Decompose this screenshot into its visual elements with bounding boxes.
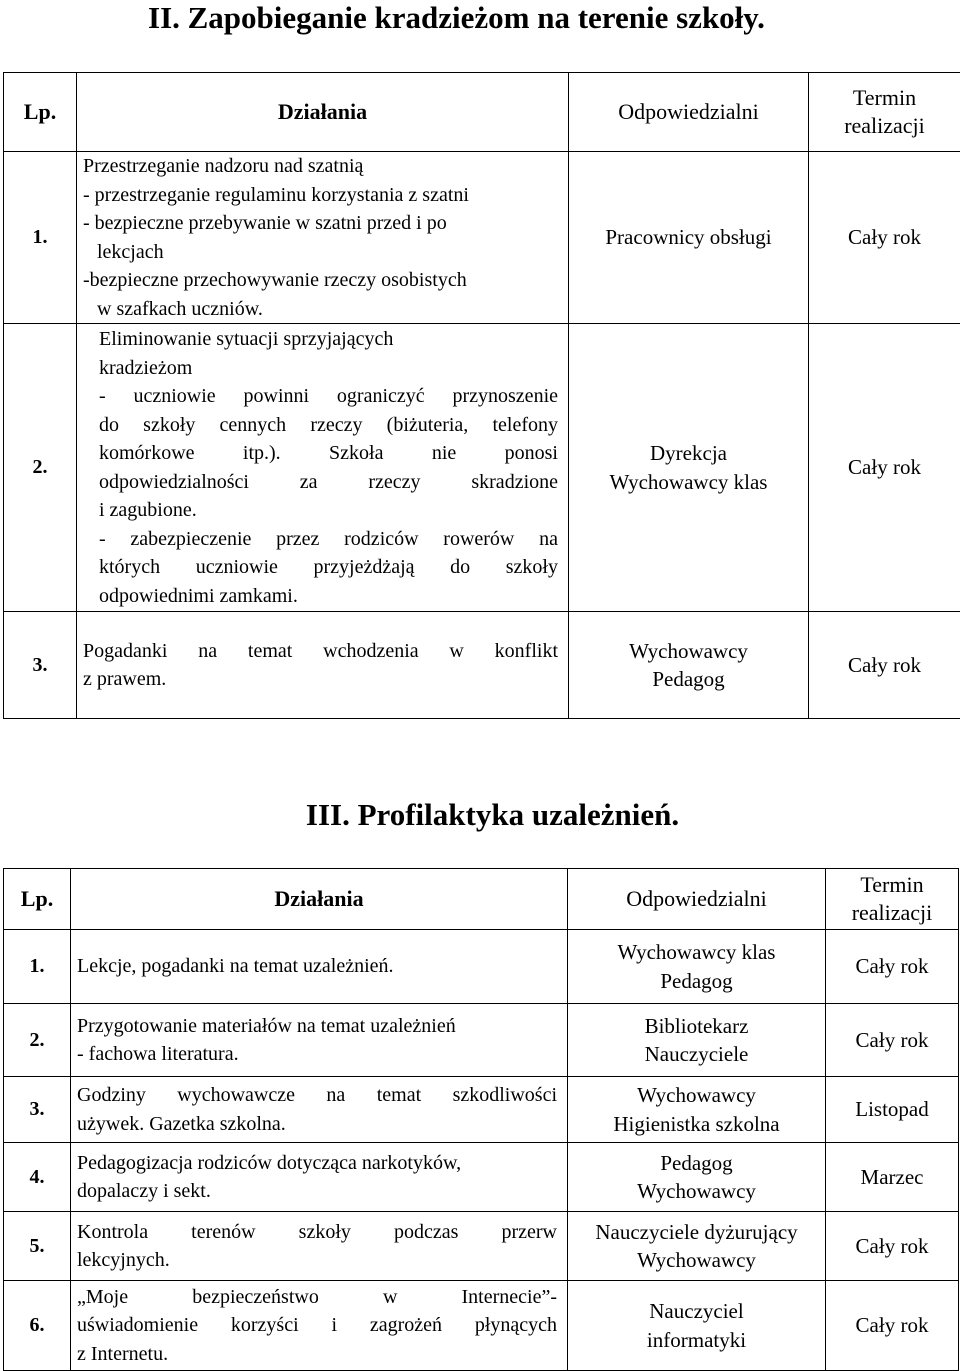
action-line: z Internetu. <box>77 1340 557 1369</box>
table-row <box>4 930 959 1004</box>
action-line: dopalaczy i sekt. <box>77 1177 557 1206</box>
action-line: odpowiedzialności za rzeczy skradzione <box>99 468 558 497</box>
row-number: 6. <box>4 1281 71 1371</box>
header-odpowiedzialni: Odpowiedzialni <box>568 869 826 930</box>
responsible-line: Wychowawcy <box>568 1246 825 1275</box>
action-line: Przygotowanie materiałów na temat uzależnień <box>77 1012 567 1041</box>
row-term: Marzec <box>826 1143 959 1212</box>
row-number: 5. <box>4 1212 71 1281</box>
action-line: Pogadanki na temat wchodzenia w konflikt <box>83 637 558 666</box>
responsible-line: Pedagog <box>569 665 808 694</box>
action-line: - przestrzeganie regulaminu korzystania z szatni <box>83 181 568 210</box>
row-responsible <box>568 1281 826 1371</box>
table-row <box>4 1077 959 1143</box>
header-termin <box>826 869 959 930</box>
row-action <box>71 930 568 1004</box>
row-responsible <box>569 152 809 324</box>
action-line: używek. Gazetka szkolna. <box>77 1110 557 1139</box>
action-line: - uczniowie powinni ograniczyć przynoszenie <box>99 382 558 411</box>
table-header-row <box>4 869 959 930</box>
action-line: Kontrola terenów szkoły podczas przerw <box>77 1218 557 1247</box>
section-3-title: III. Profilaktyka uzależnień. <box>0 797 960 833</box>
responsible-line: Nauczyciele <box>568 1040 825 1069</box>
row-number: 3. <box>4 612 77 719</box>
action-line: do szkoły cennych rzeczy (biżuteria, telefony <box>99 411 558 440</box>
table-row <box>4 1212 959 1281</box>
row-action <box>71 1143 568 1212</box>
row-term: Cały rok <box>826 1212 959 1281</box>
responsible-line: Higienistka szkolna <box>568 1110 825 1139</box>
table-row <box>4 1143 959 1212</box>
row-term: Cały rok <box>826 930 959 1004</box>
table-row <box>4 1281 959 1371</box>
row-responsible <box>568 1004 826 1077</box>
row-term: Cały rok <box>809 612 960 719</box>
row-action <box>77 612 569 719</box>
row-responsible <box>568 930 826 1004</box>
action-line: uświadomienie korzyści i zagrożeń płynących <box>77 1311 557 1340</box>
row-number: 3. <box>4 1077 71 1143</box>
row-number: 1. <box>4 152 77 324</box>
section-2-title: II. Zapobieganie kradzieżom na terenie szkoły. <box>0 0 960 36</box>
responsible-line: Wychowawcy klas <box>569 468 808 497</box>
row-term: Cały rok <box>809 324 960 612</box>
row-action <box>71 1077 568 1143</box>
row-responsible <box>569 324 809 612</box>
row-action <box>71 1004 568 1077</box>
header-dzialania: Działania <box>77 73 569 152</box>
action-line: Lekcje, pogadanki na temat uzależnień. <box>77 952 567 981</box>
header-lp: Lp. <box>4 869 71 930</box>
action-line: Przestrzeganie nadzoru nad szatnią <box>83 152 568 181</box>
responsible-line: Wychowawcy klas <box>568 938 825 967</box>
row-number: 2. <box>4 1004 71 1077</box>
header-termin-line1: Termin <box>809 84 960 112</box>
header-termin-line2: realizacji <box>809 112 960 140</box>
table-row <box>4 152 960 324</box>
action-line: Pedagogizacja rodziców dotycząca narkotyków, <box>77 1149 557 1178</box>
row-responsible <box>568 1143 826 1212</box>
header-termin <box>809 73 960 152</box>
responsible-line: Nauczyciel <box>568 1297 825 1326</box>
action-line: i zagubione. <box>99 496 558 525</box>
responsible-line: Pedagog <box>568 967 825 996</box>
responsible-line: Dyrekcja <box>569 439 808 468</box>
row-action <box>77 324 569 612</box>
action-line: komórkowe itp.). Szkoła nie ponosi <box>99 439 558 468</box>
responsible-line: Pracownicy obsługi <box>569 223 808 252</box>
addiction-prevention-table <box>3 868 959 1371</box>
table-row <box>4 612 960 719</box>
header-odpowiedzialni: Odpowiedzialni <box>569 73 809 152</box>
row-action <box>77 152 569 324</box>
row-responsible <box>568 1212 826 1281</box>
row-term: Listopad <box>826 1077 959 1143</box>
table-row <box>4 1004 959 1077</box>
row-term: Cały rok <box>826 1281 959 1371</box>
row-responsible <box>568 1077 826 1143</box>
responsible-line: Nauczyciele dyżurujący <box>568 1218 825 1247</box>
row-term: Cały rok <box>809 152 960 324</box>
action-line: -bezpieczne przechowywanie rzeczy osobistych <box>83 266 568 295</box>
action-line: - fachowa literatura. <box>77 1040 567 1069</box>
responsible-line: Wychowawcy <box>569 637 808 666</box>
action-line: w szafkach uczniów. <box>83 295 568 324</box>
header-lp: Lp. <box>4 73 77 152</box>
action-line: których uczniowie przyjeżdżają do szkoły <box>99 553 558 582</box>
row-responsible <box>569 612 809 719</box>
action-line: lekcjach <box>83 238 568 267</box>
responsible-line: Wychowawcy <box>568 1177 825 1206</box>
table-row <box>4 324 960 612</box>
prevention-theft-table <box>3 72 960 719</box>
row-number: 4. <box>4 1143 71 1212</box>
responsible-line: informatyki <box>568 1326 825 1355</box>
action-line: Eliminowanie sytuacji sprzyjających <box>99 325 558 354</box>
row-number: 1. <box>4 930 71 1004</box>
row-number: 2. <box>4 324 77 612</box>
responsible-line: Pedagog <box>568 1149 825 1178</box>
row-action <box>71 1281 568 1371</box>
row-action <box>71 1212 568 1281</box>
action-line: odpowiednimi zamkami. <box>99 582 558 611</box>
action-line: - bezpieczne przebywanie w szatni przed i po <box>83 209 568 238</box>
action-line: z prawem. <box>83 665 558 694</box>
table-header-row <box>4 73 960 152</box>
action-line: kradzieżom <box>99 354 558 383</box>
header-termin-line2: realizacji <box>826 899 958 927</box>
header-dzialania: Działania <box>71 869 568 930</box>
action-line: Godziny wychowawcze na temat szkodliwości <box>77 1081 557 1110</box>
responsible-line: Wychowawcy <box>568 1081 825 1110</box>
action-line: lekcyjnych. <box>77 1246 557 1275</box>
header-termin-line1: Termin <box>826 871 958 899</box>
action-line: „Moje bezpieczeństwo w Internecie”- <box>77 1283 557 1312</box>
action-line: - zabezpieczenie przez rodziców rowerów na <box>99 525 558 554</box>
row-term: Cały rok <box>826 1004 959 1077</box>
responsible-line: Bibliotekarz <box>568 1012 825 1041</box>
